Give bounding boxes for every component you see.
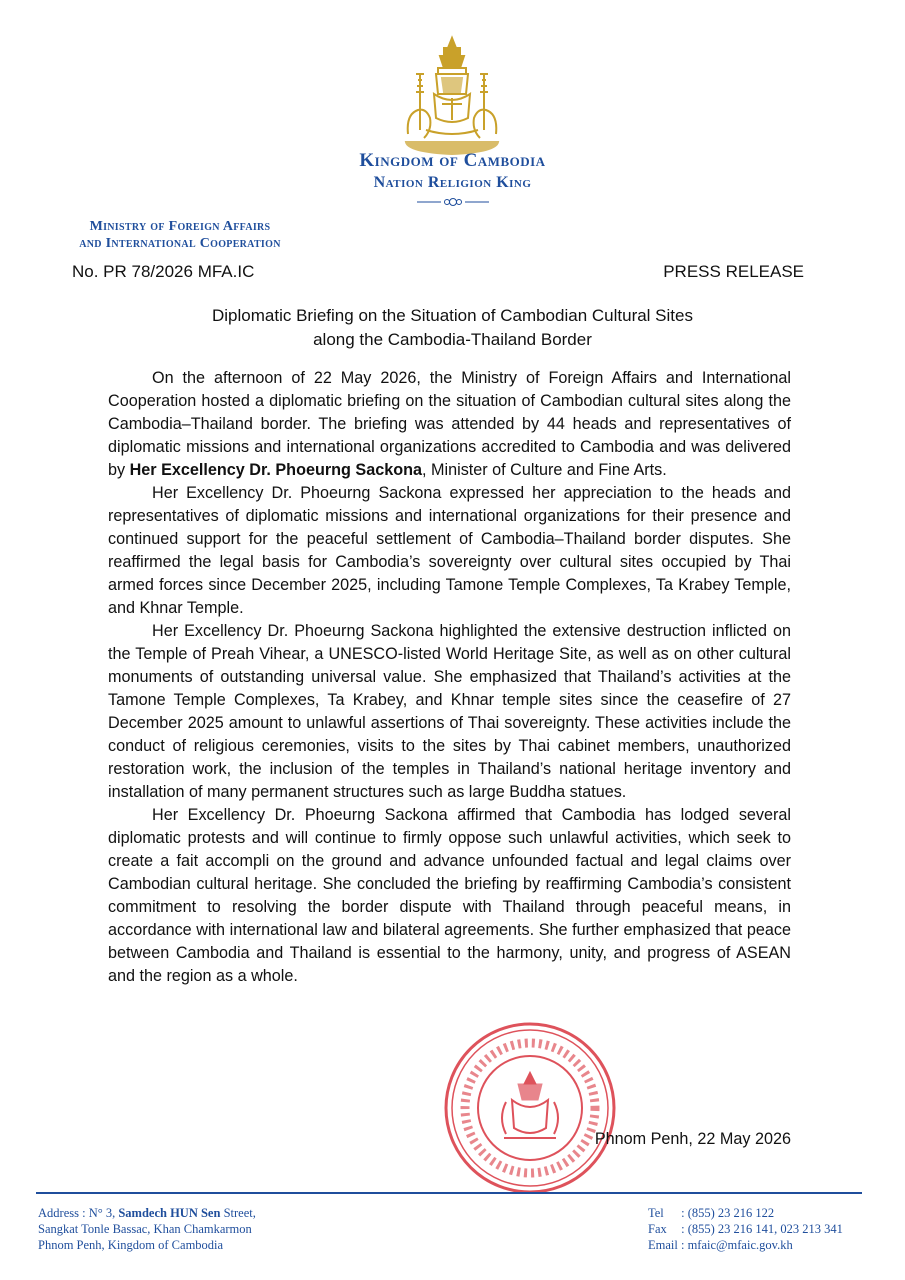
paragraph-4: Her Excellency Dr. Phoeurng Sackona affirmed that Cambodia has lodged several diplomatic protests and will continue to firmly oppose such unlawful activities, which seek to create a fait accompli on the ground and advance unfounded factual and legal claims over Cambodian cultural heritage. She concluded the briefing by reaffirming Cambodia’s consistent commitment to resolving the border dispute with Thailand through peaceful means, in accordance with international law and bilateral agreements. She further emphasized that peace between Cambodia and Thailand is essential to the harmony, unity, and progress of ASEAN and the region as a whole.	[108, 806, 791, 985]
footer-address	[38, 1205, 256, 1253]
dateline: Phnom Penh, 22 May 2026	[594, 1130, 791, 1148]
paragraph-2: Her Excellency Dr. Phoeurng Sackona expressed her appreciation to the heads and representatives of diplomatic missions and international organizations for their presence and continued support for the peaceful settlement of Cambodia–Thailand border disputes. She reaffirmed the legal basis for Cambodia’s sovereignty over cultural sites occupied by Thai armed forces since December 2025, including Tamone Temple Complexes, Ta Krabey Temple, and Khnar Temple.	[108, 484, 791, 617]
royal-coat-of-arms-icon	[396, 34, 508, 158]
footer-contacts	[648, 1205, 843, 1253]
email: Email : mfaic@mfaic.gov.kh	[648, 1238, 793, 1252]
letterhead-kingdom	[0, 150, 905, 192]
ministry-line-1: Ministry of Foreign Affairs	[89, 219, 271, 234]
footer-divider	[36, 1192, 862, 1194]
fax: Fax : (855) 23 216 141, 023 213 341	[648, 1222, 843, 1236]
press-release-body	[108, 367, 791, 988]
title-line-2: along the Cambodia-Thailand Border	[313, 330, 592, 349]
address-line-2: Sangkat Tonle Bassac, Khan Chamkarmon	[38, 1222, 252, 1236]
ministry-name	[40, 218, 320, 252]
address-line-1: Address : N° 3, Samdech HUN Sen Street,	[38, 1206, 256, 1220]
address-line-3: Phnom Penh, Kingdom of Cambodia	[38, 1238, 224, 1252]
kingdom-name: Kingdom of Cambodia	[359, 150, 546, 171]
national-motto: Nation Religion King	[373, 174, 532, 191]
reference-number: No. PR 78/2026 MFA.IC	[72, 262, 255, 281]
telephone: Tel : (855) 23 216 122	[648, 1206, 775, 1220]
paragraph-1: On the afternoon of 22 May 2026, the Ministry of Foreign Affairs and International Cooperation hosted a diplomatic briefing on the situation of Cambodian cultural sites along the Cambodia–Thailand border. The briefing was attended by 44 heads and representatives of diplomatic missions and international organizations accredited to Cambodia and was delivered by Her Excellency Dr. Phoeurng Sackona, Minister of Culture and Fine Arts.	[108, 369, 791, 479]
document-type: PRESS RELEASE	[663, 262, 804, 281]
paragraph-3: Her Excellency Dr. Phoeurng Sackona highlighted the extensive destruction inflicted on the Temple of Preah Vihear, a UNESCO-listed World Heritage Site, as well as on other cultural monuments of outstanding universal value. She emphasized that Thailand’s activities at the Tamone Temple Complexes, Ta Krabey, and Khnar temple sites since the ceasefire of 27 December 2025 amount to unlawful assertions of Thai sovereignty. These activities include the conduct of religious ceremonies, visits to the sites by Thai cabinet members, unauthorized restoration work, the inclusion of the temples in Thailand’s national heritage inventory and installation of many permanent structures such as large Buddha statues.	[108, 622, 791, 801]
ministry-line-2: and International Cooperation	[79, 236, 281, 251]
minister-name: Her Excellency Dr. Phoeurng Sackona	[129, 461, 423, 479]
official-ministry-seal-icon	[440, 1018, 620, 1198]
press-release-title	[0, 304, 905, 352]
ornament-divider-icon	[415, 196, 491, 208]
title-line-1: Diplomatic Briefing on the Situation of Cambodian Cultural Sites	[212, 306, 693, 325]
